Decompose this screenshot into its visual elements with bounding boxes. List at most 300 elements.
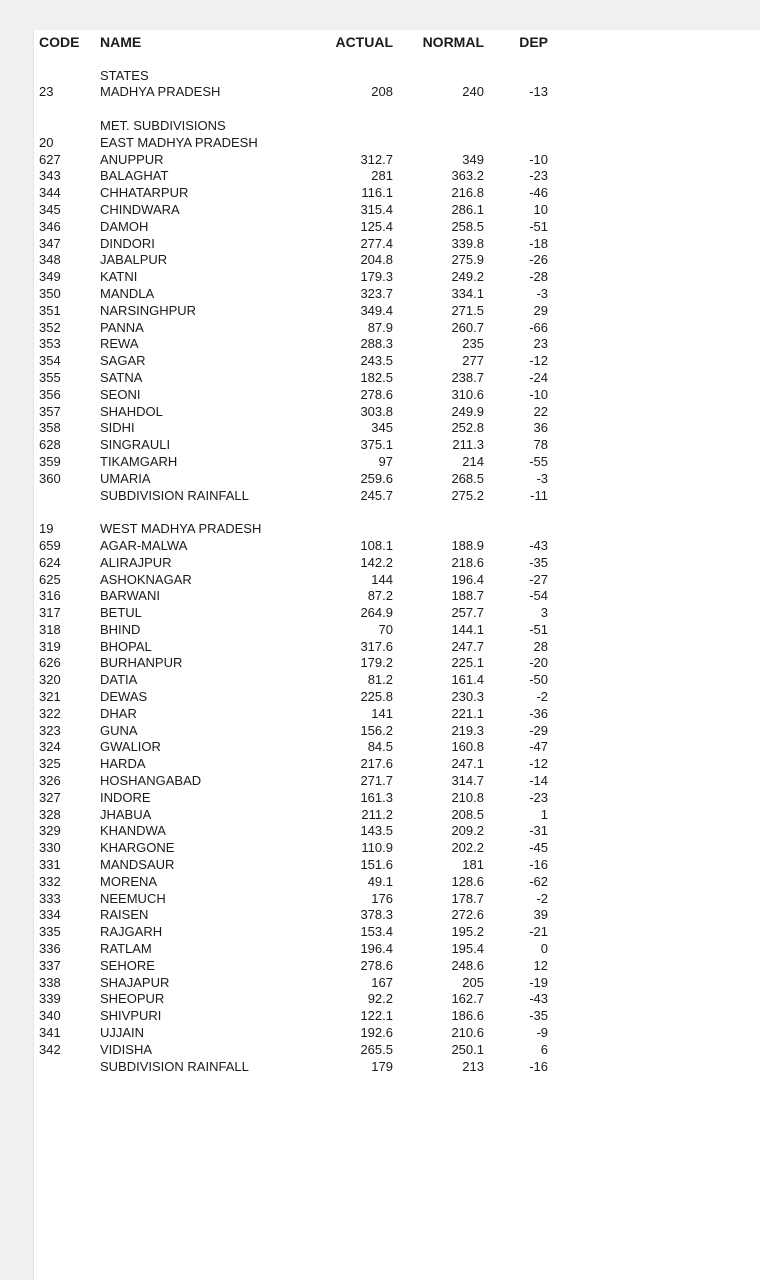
row-name: CHHATARPUR (100, 185, 189, 201)
row-dep: 39 (533, 907, 548, 923)
row-name: SIDHI (100, 420, 135, 436)
row-name: NARSINGHPUR (100, 302, 197, 318)
row-actual: 217.6 (360, 756, 393, 772)
row-normal: 202.2 (451, 840, 484, 856)
table-row (34, 437, 760, 454)
row-actual: 243.5 (360, 353, 393, 369)
row-normal: 162.7 (451, 991, 484, 1007)
row-normal: 250.1 (451, 1041, 484, 1057)
rainfall-table-page (33, 30, 760, 1280)
row-name: BURHANPUR (100, 655, 183, 671)
row-code: 352 (39, 319, 61, 335)
row-normal: 219.3 (451, 722, 484, 738)
row-name: HARDA (100, 756, 146, 772)
row-normal: 218.6 (451, 554, 484, 570)
row-actual: 204.8 (360, 252, 393, 268)
row-actual: 265.5 (360, 1041, 393, 1057)
row-name: SUBDIVISION RAINFALL (100, 487, 249, 503)
table-row (34, 639, 760, 656)
row-filler (548, 488, 760, 505)
row-code: 346 (39, 218, 61, 234)
row-actual: 281 (371, 168, 393, 184)
table-row (34, 202, 760, 219)
row-actual: 317.6 (360, 638, 393, 654)
row-name: MORENA (100, 873, 158, 889)
row-normal: 186.6 (451, 1008, 484, 1024)
row-name: SHEOPUR (100, 991, 165, 1007)
header-normal: NORMAL (422, 34, 484, 50)
row-name: RATLAM (100, 941, 152, 957)
row-dep: -3 (536, 285, 548, 301)
row-normal: 195.2 (451, 924, 484, 940)
row-name: SHAJAPUR (100, 974, 170, 990)
section-label-row (34, 68, 760, 85)
row-dep: -13 (529, 84, 548, 100)
row-code: 23 (39, 84, 54, 100)
row-actual: 211.2 (361, 806, 393, 822)
row-normal: 252.8 (451, 420, 484, 436)
row-dep: 28 (533, 638, 548, 654)
row-actual: 122.1 (360, 1008, 393, 1024)
row-normal: 349 (462, 151, 484, 167)
row-normal: 275.2 (451, 487, 484, 503)
table-row (34, 387, 760, 404)
row-normal: 275.9 (451, 252, 484, 268)
row-actual: 312.7 (360, 151, 393, 167)
table-row (34, 723, 760, 740)
row-filler (548, 706, 760, 723)
row-actual: 176 (371, 890, 393, 906)
row-filler (548, 689, 760, 706)
table-row (34, 252, 760, 269)
row-name: MADHYA PRADESH (100, 84, 221, 100)
row-dep: -9 (536, 1025, 548, 1041)
row-code: 319 (39, 638, 61, 654)
row-actual: 182.5 (360, 369, 393, 385)
row-dep: 22 (533, 403, 548, 419)
table-row (34, 521, 760, 538)
row-filler (548, 958, 760, 975)
row-name: SINGRAULI (100, 437, 171, 453)
row-filler (548, 555, 760, 572)
row-filler (548, 152, 760, 169)
row-filler (548, 185, 760, 202)
row-filler (548, 454, 760, 471)
row-code: 342 (39, 1041, 61, 1057)
row-normal: 144.1 (451, 621, 484, 637)
row-normal: 230.3 (451, 689, 484, 705)
table-row (34, 773, 760, 790)
row-code: 351 (39, 302, 61, 318)
row-code: 341 (39, 1025, 61, 1041)
row-code: 324 (39, 739, 61, 755)
row-name: RAISEN (100, 907, 149, 923)
row-name: DATIA (100, 672, 138, 688)
table-row (34, 572, 760, 589)
row-normal: 363.2 (451, 168, 484, 184)
row-name: BHOPAL (100, 638, 152, 654)
row-dep: -19 (529, 974, 548, 990)
table-row (34, 739, 760, 756)
table-row (34, 622, 760, 639)
row-dep: 10 (533, 201, 548, 217)
row-filler (548, 924, 760, 941)
row-code: 355 (39, 369, 61, 385)
row-filler (548, 807, 760, 824)
table-row (34, 706, 760, 723)
row-normal (393, 521, 484, 538)
row-filler (548, 538, 760, 555)
row-name: UJJAIN (100, 1025, 145, 1041)
row-dep: -12 (529, 353, 548, 369)
row-actual: 110.9 (361, 840, 393, 856)
row-actual: 349.4 (360, 302, 393, 318)
row-dep: -43 (529, 991, 548, 1007)
row-dep: -10 (529, 151, 548, 167)
row-name: KATNI (100, 269, 138, 285)
row-actual: 179.2 (360, 655, 393, 671)
row-code: 347 (39, 235, 61, 251)
row-normal: 181 (462, 857, 484, 873)
row-code: 353 (39, 336, 61, 352)
row-dep: -10 (529, 386, 548, 402)
row-filler (548, 252, 760, 269)
row-code: 333 (39, 890, 61, 906)
row-dep: -31 (529, 823, 548, 839)
row-name: DEWAS (100, 689, 148, 705)
table-row (34, 538, 760, 555)
row-code (34, 68, 95, 85)
row-actual: 225.8 (360, 689, 393, 705)
row-actual: 303.8 (360, 403, 393, 419)
row-normal: 286.1 (451, 201, 484, 217)
row-normal: 188.7 (451, 588, 484, 604)
row-actual: 87.2 (367, 588, 393, 604)
row-dep: -46 (529, 185, 548, 201)
row-name: JHABUA (100, 806, 152, 822)
row-name: DINDORI (100, 235, 155, 251)
row-actual: 144 (371, 571, 393, 587)
row-actual: 156.2 (360, 722, 393, 738)
row-code: 360 (39, 470, 61, 486)
row-dep: -23 (529, 789, 548, 805)
row-normal: 196.4 (451, 571, 484, 587)
row-dep: 36 (533, 420, 548, 436)
row-filler (548, 420, 760, 437)
table-row (34, 655, 760, 672)
row-normal (393, 135, 484, 152)
table-row (34, 152, 760, 169)
row-filler (548, 521, 760, 538)
row-filler (548, 370, 760, 387)
table-row (34, 689, 760, 706)
table-row (34, 1042, 760, 1059)
row-name: DHAR (100, 705, 137, 721)
row-dep: -51 (529, 621, 548, 637)
row-normal: 208.5 (451, 806, 484, 822)
row-dep: -2 (536, 890, 548, 906)
row-normal: 271.5 (451, 302, 484, 318)
row-name: VIDISHA (100, 1041, 153, 1057)
row-code: 334 (39, 907, 61, 923)
row-normal: 210.8 (451, 789, 484, 805)
row-name: KHARGONE (100, 840, 175, 856)
row-code: 627 (39, 151, 61, 167)
spacer-row (34, 101, 760, 118)
row-normal: 210.6 (451, 1025, 484, 1041)
row-dep: -55 (529, 453, 548, 469)
row-actual: 84.5 (367, 739, 393, 755)
table-row (34, 303, 760, 320)
row-name: SEHORE (100, 957, 155, 973)
row-dep: -27 (529, 571, 548, 587)
row-filler (548, 286, 760, 303)
row-filler (548, 874, 760, 891)
row-actual: 378.3 (360, 907, 393, 923)
row-name: WEST MADHYA PRADESH (100, 521, 262, 537)
header-filler (548, 34, 760, 51)
row-code: 323 (39, 722, 61, 738)
row-name: EAST MADHYA PRADESH (100, 134, 258, 150)
row-actual (334, 135, 393, 152)
table-row (34, 236, 760, 253)
row-code: 320 (39, 672, 61, 688)
row-actual: 192.6 (360, 1025, 393, 1041)
table-row (34, 135, 760, 152)
table-row (34, 471, 760, 488)
row-code: 359 (39, 453, 61, 469)
row-dep: -47 (529, 739, 548, 755)
row-filler (548, 823, 760, 840)
row-code: 343 (39, 168, 61, 184)
row-filler (548, 773, 760, 790)
row-filler (548, 572, 760, 589)
row-dep: 1 (540, 806, 548, 822)
row-code: 335 (39, 924, 61, 940)
row-actual: 161.3 (360, 789, 393, 805)
row-code: 330 (39, 840, 61, 856)
row-filler (548, 437, 760, 454)
table-row (34, 1008, 760, 1025)
row-normal: 188.9 (451, 537, 484, 553)
row-normal: 314.7 (451, 773, 484, 789)
row-dep: -14 (529, 773, 548, 789)
table-row (34, 1059, 760, 1076)
row-actual: 179 (371, 1058, 393, 1074)
row-normal: 257.7 (451, 605, 484, 621)
row-actual: 323.7 (360, 285, 393, 301)
row-filler (548, 336, 760, 353)
row-normal: 310.6 (451, 386, 484, 402)
row-filler (548, 353, 760, 370)
row-name: SHIVPURI (100, 1008, 162, 1024)
row-name: SEONI (100, 386, 141, 402)
row-filler (548, 739, 760, 756)
table-row (34, 924, 760, 941)
table-row (34, 488, 760, 505)
row-code: 348 (39, 252, 61, 268)
table-row (34, 84, 760, 101)
row-dep: -66 (529, 319, 548, 335)
row-dep: -54 (529, 588, 548, 604)
row-filler (548, 672, 760, 689)
row-filler (548, 320, 760, 337)
row-code (34, 1059, 95, 1076)
row-dep: -50 (529, 672, 548, 688)
row-normal: 268.5 (451, 470, 484, 486)
row-normal: 249.2 (451, 269, 484, 285)
row-name: DAMOH (100, 218, 149, 234)
row-name: SATNA (100, 369, 143, 385)
header-code: CODE (39, 34, 80, 50)
row-normal (393, 118, 484, 135)
row-name: INDORE (100, 789, 151, 805)
row-code: 345 (39, 201, 61, 217)
row-actual (334, 521, 393, 538)
row-actual: 278.6 (360, 386, 393, 402)
row-code: 350 (39, 285, 61, 301)
row-name: HOSHANGABAD (100, 773, 202, 789)
row-code: 318 (39, 621, 61, 637)
row-normal: 216.8 (451, 185, 484, 201)
row-code: 626 (39, 655, 61, 671)
row-dep: 12 (533, 957, 548, 973)
row-name: AGAR-MALWA (100, 537, 188, 553)
row-normal: 205 (462, 974, 484, 990)
row-dep: 6 (540, 1041, 548, 1057)
row-actual: 375.1 (360, 437, 393, 453)
row-actual (334, 68, 393, 85)
row-filler (548, 975, 760, 992)
row-dep: -43 (529, 537, 548, 553)
row-code: 349 (39, 269, 61, 285)
row-filler (548, 269, 760, 286)
row-name: KHANDWA (100, 823, 166, 839)
row-dep (484, 118, 548, 135)
row-dep: -16 (529, 857, 548, 873)
row-filler (548, 588, 760, 605)
row-actual: 49.1 (367, 873, 393, 889)
row-normal: 334.1 (451, 285, 484, 301)
row-actual: 92.2 (367, 991, 393, 1007)
row-normal: 178.7 (451, 890, 484, 906)
row-normal: 247.1 (451, 756, 484, 772)
row-code: 326 (39, 773, 61, 789)
row-normal: 240 (462, 84, 484, 100)
row-code: 338 (39, 974, 61, 990)
table-row (34, 840, 760, 857)
table-body (34, 51, 760, 1076)
table-row (34, 790, 760, 807)
row-normal: 339.8 (451, 235, 484, 251)
row-actual: 87.9 (367, 319, 393, 335)
row-filler (548, 1025, 760, 1042)
row-filler (548, 790, 760, 807)
row-normal: 260.7 (451, 319, 484, 335)
table-row (34, 185, 760, 202)
row-name: NEEMUCH (100, 890, 166, 906)
table-row (34, 370, 760, 387)
header-name: NAME (100, 34, 142, 50)
row-dep: -20 (529, 655, 548, 671)
row-filler (548, 135, 760, 152)
table-row (34, 404, 760, 421)
row-name: BHIND (100, 621, 141, 637)
row-code: 328 (39, 806, 61, 822)
row-normal: 128.6 (451, 873, 484, 889)
row-filler (548, 236, 760, 253)
row-code (34, 118, 95, 135)
table-row (34, 588, 760, 605)
row-filler (548, 655, 760, 672)
row-name: GUNA (100, 722, 138, 738)
row-filler (548, 404, 760, 421)
row-normal: 209.2 (451, 823, 484, 839)
row-code: 339 (39, 991, 61, 1007)
row-filler (548, 840, 760, 857)
row-actual: 208 (371, 84, 393, 100)
table-row (34, 320, 760, 337)
row-dep: -45 (529, 840, 548, 856)
row-name: ALIRAJPUR (100, 554, 172, 570)
row-filler (548, 723, 760, 740)
row-name: BETUL (100, 605, 142, 621)
row-actual: 196.4 (360, 941, 393, 957)
row-filler (548, 941, 760, 958)
row-actual: 315.4 (360, 201, 393, 217)
row-code: 329 (39, 823, 61, 839)
row-actual: 70 (378, 621, 393, 637)
row-actual: 108.1 (360, 537, 393, 553)
row-dep: -26 (529, 252, 548, 268)
row-actual: 116.1 (361, 185, 393, 201)
row-name: ASHOKNAGAR (100, 571, 192, 587)
row-filler (548, 622, 760, 639)
row-normal: 161.4 (451, 672, 484, 688)
row-code: 357 (39, 403, 61, 419)
row-normal: 277 (462, 353, 484, 369)
row-filler (548, 303, 760, 320)
row-normal: 225.1 (451, 655, 484, 671)
row-code: 624 (39, 554, 61, 570)
row-name: GWALIOR (100, 739, 161, 755)
row-dep: -16 (529, 1058, 548, 1074)
row-normal: 272.6 (451, 907, 484, 923)
row-actual: 153.4 (360, 924, 393, 940)
row-dep: -29 (529, 722, 548, 738)
row-name: MANDSAUR (100, 857, 175, 873)
table-row (34, 807, 760, 824)
spacer-row (34, 51, 760, 68)
row-code: 337 (39, 957, 61, 973)
row-actual: 271.7 (360, 773, 393, 789)
row-code: 19 (39, 521, 54, 537)
row-code: 358 (39, 420, 61, 436)
row-name: RAJGARH (100, 924, 163, 940)
spacer-row (34, 504, 760, 521)
row-dep: 23 (533, 336, 548, 352)
row-normal: 248.6 (451, 957, 484, 973)
row-code: 659 (39, 537, 61, 553)
row-name: STATES (100, 67, 149, 83)
row-normal: 235 (462, 336, 484, 352)
row-actual: 81.2 (367, 672, 393, 688)
row-dep: -2 (536, 689, 548, 705)
row-filler (548, 605, 760, 622)
row-actual: 288.3 (360, 336, 393, 352)
row-filler (548, 907, 760, 924)
row-code: 316 (39, 588, 61, 604)
